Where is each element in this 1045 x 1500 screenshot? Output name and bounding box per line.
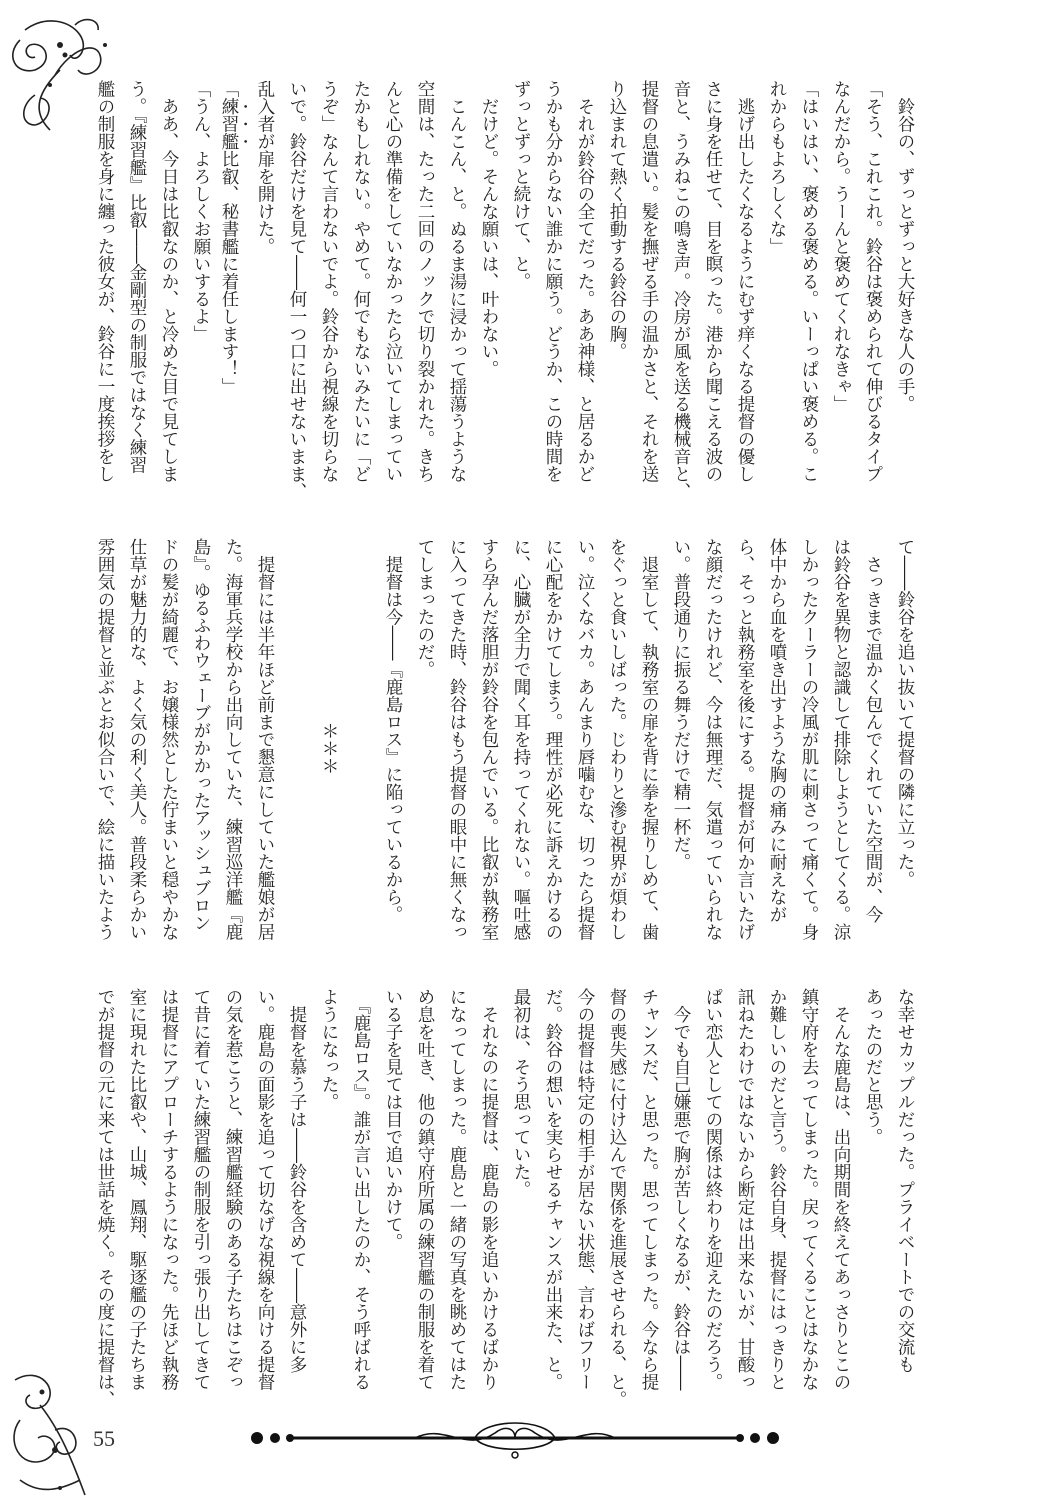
text-column: いる子を見ては目で追いかけて。 [383, 988, 403, 1251]
text-segment: 「 [219, 80, 239, 98]
text-column: さに身を任せて、目を瞑った。港から聞こえる波の [703, 80, 723, 483]
text-column: になってしまった。鹿島と一緒の写真を眺めてはた [447, 988, 467, 1391]
text-column [217, 80, 249, 500]
text-column: 鈴谷の、ずっとずっと大好きな人の手。 [895, 80, 915, 413]
corner-flourish-bottom-left [0, 1360, 90, 1500]
text-column: をぐっと食いしばった。じわりと滲む視界が煩わし [607, 538, 627, 941]
text-column: 島』。ゆるふわウェーブがかかったアッシュブロン [191, 538, 211, 932]
text-column: 艦の制服を身に纏った彼女が、鈴谷に一度挨拶をし [95, 80, 115, 483]
text-column: でが提督の元に来ては世話を焼く。その度に提督は、 [95, 988, 115, 1408]
text-column: うかも分からない誰かに願う。どうか、この時間を [543, 80, 563, 483]
text-column: に心配をかけてしまう。理性が必死に訴えかけるの [543, 538, 563, 941]
text-column: なんだから。うーんと褒めてくれなきゃ」 [831, 80, 851, 413]
text-column: 最初は、そう思っていた。 [511, 988, 531, 1198]
text-column: 乱入者が扉を開けた。 [255, 80, 275, 255]
text-column: 今の提督は特定の相手が居ない状態、言わばフリー [575, 988, 595, 1391]
text-column [281, 538, 313, 958]
text-column: いで。鈴谷だけを見て――何一つ口に出せないまま、 [287, 80, 307, 500]
text-column: だ。鈴谷の想いを実らせるチャンスが出来た、と。 [543, 988, 563, 1391]
text-column: 「うん、よろしくお願いするよ」 [191, 80, 211, 343]
text-column: たかもしれない。やめて。何でもないみたいに「ど [351, 80, 371, 483]
text-block-top [89, 80, 921, 500]
text-column: は鈴谷を異物と認識して排除しようとしてくる。涼 [831, 538, 851, 941]
text-column: 音と、うみねこの鳴き声。冷房が風を送る機械音と、 [671, 80, 691, 500]
text-column: あったのだと思う。 [863, 988, 883, 1146]
footer-ornament-rule [245, 1413, 785, 1463]
text-column [345, 538, 377, 958]
text-column: 退室して、執務室の扉を背に拳を握りしめて、歯 [639, 538, 659, 941]
text-block-bottom [89, 988, 921, 1408]
text-column: こんこん、と。ぬるま湯に浸かって揺蕩うような [447, 80, 467, 483]
text-column: は提督にアプローチするようになった。先ほど執務 [159, 988, 179, 1391]
text-column: それが鈴谷の全てだった。ああ神様、と居るかど [575, 80, 595, 483]
text-column: の気を惹こうと、練習艦経験のある子たちはこぞっ [223, 988, 243, 1391]
text-column: 督の喪失感に付け込んで関係を進展させられる、と。 [607, 988, 627, 1408]
text-block-middle [89, 538, 921, 958]
text-column: んと心の準備をしていなかったら泣いてしまってい [383, 80, 403, 483]
text-column: 仕草が魅力的な、よく気の利く美人。普段柔らかい [127, 538, 147, 941]
text-column: 雰囲気の提督と並ぶとお似合いで、絵に描いたよう [95, 538, 115, 941]
text-column: ドの髪が綺麗で、お嬢様然とした佇まいと穏やかな [159, 538, 179, 941]
text-column: 提督には半年ほど前まで懇意にしていた艦娘が居 [255, 538, 275, 941]
text-column: れからもよろしくな」 [767, 80, 787, 255]
text-column: か難しいのだと言う。鈴谷自身、提督にはっきりと [767, 988, 787, 1391]
text-segment: 比叡、秘書艦に着任します！」 [219, 150, 239, 395]
text-column: て昔に着ていた練習艦の制服を引っ張り出してきて [191, 988, 211, 1391]
text-column: ずっとずっと続けて、と。 [511, 80, 531, 290]
text-column: に、心臓が全力で聞く耳を持ってくれない。嘔吐感 [511, 538, 531, 941]
text-column: な顔だったけれど、今は無理だ、気遣っていられな [703, 538, 723, 941]
text-column: 訊ねたわけではないから断定は出来ないが、甘酸っ [735, 988, 755, 1391]
text-column: い。泣くなバカ。あんまり唇噛むな、切ったら提督 [575, 538, 595, 941]
text-column: ぱい恋人としての関係は終わりを迎えたのだろう。 [703, 988, 723, 1391]
text-column: 提督は今――『鹿島ロス』に陥っているから。 [383, 538, 403, 923]
text-column: た。海軍兵学校から出向していた、練習巡洋艦『鹿 [223, 538, 243, 941]
section-break: ＊＊＊ [319, 721, 339, 775]
page-number: 55 [93, 1426, 115, 1451]
text-column: 「そう、これこれ。鈴谷は褒められて伸びるタイプ [863, 80, 883, 483]
text-column: しかったクーラーの冷風が肌に刺さって痛くて。身 [799, 538, 819, 941]
text-column: 室に現れた比叡や、山城、鳳翔、駆逐艦の子たちま [127, 988, 147, 1391]
text-column: に入ってきた時、鈴谷はもう提督の眼中に無くなっ [447, 538, 467, 941]
text-column: ようになった。 [319, 988, 339, 1111]
text-column: い。鹿島の面影を追って切なげな視線を向ける提督 [255, 988, 275, 1391]
text-column: ら、そっと執務室を後にする。提督が何か言いたげ [735, 538, 755, 941]
text-column: それなのに提督は、鹿島の影を追いかけるばかり [479, 988, 499, 1391]
text-column: め息を吐き、他の鎮守府所属の練習艦の制服を着て [415, 988, 435, 1391]
text-column: さっきまで温かく包んでくれていた空間が、今 [863, 538, 883, 923]
text-column: り込まれて熱く拍動する鈴谷の胸。 [607, 80, 627, 360]
text-column: すら孕んだ落胆が鈴谷を包んでいる。比叡が執務室 [479, 538, 499, 941]
text-column: う。『練習艦』比叡――金剛型の制服ではなく練習 [127, 80, 147, 474]
text-column: 逃げ出したくなるようにむず痒くなる提督の優し [735, 80, 755, 483]
text-column: 『鹿島ロス』。誰が言い出したのか、そう呼ばれる [351, 988, 371, 1391]
text-column: そんな鹿島は、出向期間を終えてあっさりとこの [831, 988, 851, 1391]
text-column: 鎮守府を去ってしまった。戻ってくることはなかな [799, 988, 819, 1391]
text-column: ああ、今日は比叡なのか、と冷めた目で見てしま [159, 80, 179, 483]
text-column: 体中から血を噴き出すような胸の痛みに耐えなが [767, 538, 787, 923]
text-column: だけど。そんな願いは、叶わない。 [479, 80, 499, 378]
text-column: 今でも自己嫌悪で胸が苦しくなるが、鈴谷は―― [671, 988, 691, 1391]
text-column: 提督の息遣い。髪を撫ぜる手の温かさと、それを送 [639, 80, 659, 483]
text-column: 空間は、たった二回のノックで切り裂かれた。きち [415, 80, 435, 483]
text-column: てしまったのだ。 [415, 538, 435, 678]
text-column: チャンスだ、と思った。思ってしまった。今なら提 [639, 988, 659, 1391]
text-column: て――鈴谷を追い抜いて提督の隣に立った。 [895, 538, 915, 888]
text-column: い。普段通りに振る舞うだけで精一杯だ。 [671, 538, 691, 871]
emphasized-text: 練習艦 [219, 97, 239, 150]
text-column: 「はいはい、褒める褒める。いーっぱい褒める。こ [799, 80, 819, 483]
text-column: な幸せカップルだった。プライベートでの交流も [895, 988, 915, 1373]
text-column: 提督を慕う子は――鈴谷を含めて――意外に多 [287, 988, 307, 1373]
text-column: うぞ」なんて言わないでよ。鈴谷から視線を切らな [319, 80, 339, 483]
